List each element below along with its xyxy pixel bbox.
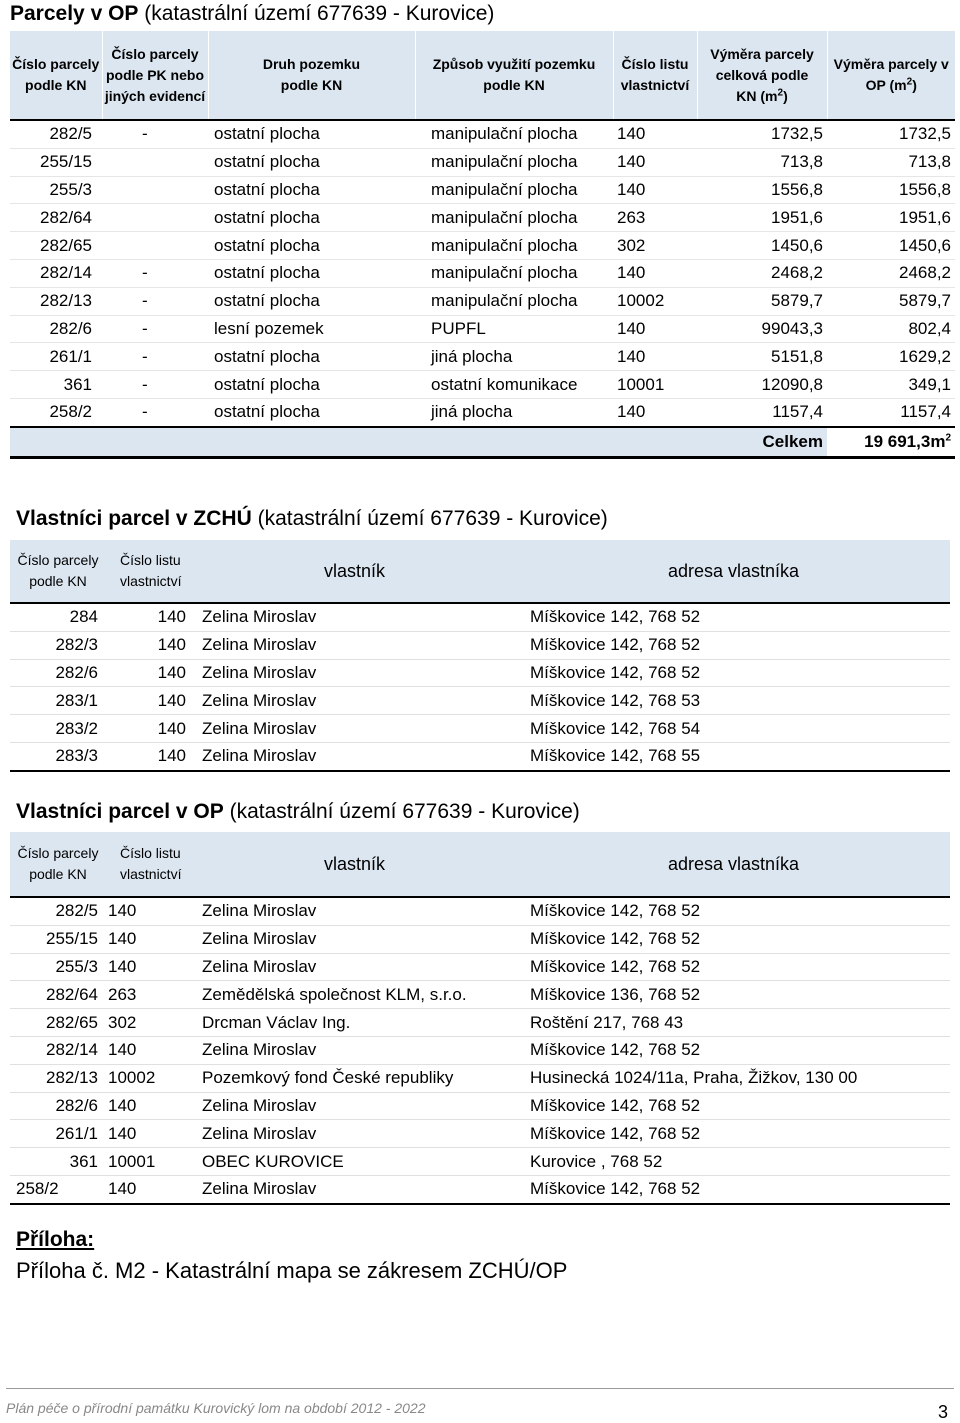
cell-druh: ostatní plocha bbox=[208, 343, 415, 371]
header-vymera-op-sup: 2 bbox=[906, 76, 913, 88]
footer-text: Plán péče o přírodní památku Kurovický lom na období 2012 - 2022 bbox=[6, 1400, 426, 1416]
appendix-text: Příloha č. M2 - Katastrální mapa se zákresem ZCHÚ/OP bbox=[16, 1258, 568, 1283]
cell-owner: Zelina Miroslav bbox=[194, 1092, 530, 1120]
cell-parcel: 283/1 bbox=[10, 687, 106, 715]
cell-address: Míškovice 142, 768 53 bbox=[530, 687, 950, 715]
cell-lv: 140 bbox=[106, 1175, 194, 1203]
cell-vyuziti: jiná plocha bbox=[415, 343, 613, 371]
cell-lv: 140 bbox=[613, 148, 697, 176]
cell-parcel: 282/65 bbox=[10, 232, 102, 260]
cell-vymera-celkova: 12090,8 bbox=[697, 371, 827, 399]
header-vymera-celkova-text: Výměra parcely celková podle KN (m bbox=[710, 45, 814, 104]
table-header-row bbox=[10, 31, 955, 120]
cell-parcel: 282/14 bbox=[10, 259, 102, 287]
cell-address: Kurovice , 768 52 bbox=[530, 1148, 950, 1176]
parcels-op-table bbox=[10, 31, 955, 459]
cell-parcel: 282/65 bbox=[10, 1009, 106, 1037]
table-header-row bbox=[10, 832, 950, 897]
header-parcel-kn: Číslo parcely podle KN bbox=[10, 540, 106, 603]
cell-pk: - bbox=[102, 259, 208, 287]
owners-zchu-table bbox=[10, 540, 950, 772]
cell-lv: 140 bbox=[106, 742, 194, 770]
table-row bbox=[10, 1175, 950, 1203]
cell-parcel: 282/64 bbox=[10, 981, 106, 1009]
total-value-sup: 2 bbox=[945, 432, 951, 444]
cell-address: Míškovice 142, 768 55 bbox=[530, 742, 950, 770]
table-row bbox=[10, 603, 950, 631]
cell-lv: 10001 bbox=[613, 371, 697, 399]
section2-title bbox=[16, 507, 608, 531]
table-row bbox=[10, 1092, 950, 1120]
header-vymera-celkova-close: ) bbox=[783, 87, 788, 104]
cell-address: Míškovice 142, 768 54 bbox=[530, 715, 950, 743]
cell-parcel: 258/2 bbox=[10, 1175, 106, 1203]
cell-address: Míškovice 142, 768 52 bbox=[530, 1036, 950, 1064]
cell-parcel: 282/5 bbox=[10, 897, 106, 925]
cell-lv: 140 bbox=[106, 1120, 194, 1148]
cell-pk bbox=[102, 204, 208, 232]
cell-parcel: 282/14 bbox=[10, 1036, 106, 1064]
cell-vymera-op: 713,8 bbox=[827, 148, 955, 176]
header-vlastnik: vlastník bbox=[194, 540, 530, 603]
table-row bbox=[10, 315, 955, 343]
section3-title bbox=[16, 800, 580, 824]
cell-druh: ostatní plocha bbox=[208, 371, 415, 399]
header-vymera-celkova bbox=[697, 31, 827, 120]
cell-vyuziti: manipulační plocha bbox=[415, 232, 613, 260]
table-row bbox=[10, 148, 955, 176]
cell-owner: Zelina Miroslav bbox=[194, 715, 530, 743]
table-row bbox=[10, 659, 950, 687]
cell-lv: 140 bbox=[613, 259, 697, 287]
table-row bbox=[10, 371, 955, 399]
cell-druh: ostatní plocha bbox=[208, 232, 415, 260]
cell-vyuziti: manipulační plocha bbox=[415, 204, 613, 232]
cell-parcel: 255/15 bbox=[10, 148, 102, 176]
header-adresa: adresa vlastníka bbox=[530, 540, 950, 603]
cell-pk: - bbox=[102, 315, 208, 343]
cell-vymera-celkova: 1732,5 bbox=[697, 120, 827, 148]
total-value-text: 19 691,3m bbox=[864, 431, 946, 451]
cell-owner: Zelina Miroslav bbox=[194, 659, 530, 687]
cell-pk bbox=[102, 148, 208, 176]
table-row bbox=[10, 631, 950, 659]
table-row bbox=[10, 1009, 950, 1037]
cell-parcel: 258/2 bbox=[10, 398, 102, 426]
cell-parcel: 261/1 bbox=[10, 1120, 106, 1148]
cell-address: Míškovice 142, 768 52 bbox=[530, 631, 950, 659]
cell-address: Míškovice 142, 768 52 bbox=[530, 1175, 950, 1203]
cell-lv: 302 bbox=[106, 1009, 194, 1037]
table-row bbox=[10, 1148, 950, 1176]
cell-owner: Zelina Miroslav bbox=[194, 1175, 530, 1203]
cell-vymera-celkova: 5151,8 bbox=[697, 343, 827, 371]
header-vlastnik: vlastník bbox=[194, 832, 530, 897]
cell-vymera-celkova: 5879,7 bbox=[697, 287, 827, 315]
cell-vymera-op: 1556,8 bbox=[827, 176, 955, 204]
cell-lv: 140 bbox=[613, 120, 697, 148]
cell-parcel: 282/13 bbox=[10, 1064, 106, 1092]
cell-vymera-celkova: 99043,3 bbox=[697, 315, 827, 343]
cell-lv: 140 bbox=[106, 715, 194, 743]
cell-parcel: 255/15 bbox=[10, 925, 106, 953]
section1-title-bold: Parcely v OP bbox=[10, 2, 139, 25]
header-adresa: adresa vlastníka bbox=[530, 832, 950, 897]
cell-parcel: 255/3 bbox=[10, 176, 102, 204]
cell-lv: 263 bbox=[106, 981, 194, 1009]
cell-lv: 140 bbox=[106, 631, 194, 659]
cell-parcel: 283/2 bbox=[10, 715, 106, 743]
cell-owner: Zemědělská společnost KLM, s.r.o. bbox=[194, 981, 530, 1009]
cell-owner: Zelina Miroslav bbox=[194, 953, 530, 981]
cell-vymera-op: 5879,7 bbox=[827, 287, 955, 315]
header-vymera-celkova-sup: 2 bbox=[777, 86, 784, 98]
section1-title bbox=[10, 2, 494, 26]
cell-parcel: 361 bbox=[10, 371, 102, 399]
cell-parcel: 284 bbox=[10, 603, 106, 631]
cell-address: Míškovice 136, 768 52 bbox=[530, 981, 950, 1009]
cell-address: Husinecká 1024/11a, Praha, Žižkov, 130 00 bbox=[530, 1064, 950, 1092]
cell-lv: 140 bbox=[106, 659, 194, 687]
cell-vymera-op: 1951,6 bbox=[827, 204, 955, 232]
cell-owner: Zelina Miroslav bbox=[194, 603, 530, 631]
cell-owner: OBEC KUROVICE bbox=[194, 1148, 530, 1176]
footer-divider bbox=[6, 1388, 954, 1389]
cell-parcel: 282/3 bbox=[10, 631, 106, 659]
owners-op-table bbox=[10, 832, 950, 1205]
cell-owner: Zelina Miroslav bbox=[194, 1036, 530, 1064]
section3-title-bold: Vlastníci parcel v OP bbox=[16, 800, 224, 823]
cell-druh: ostatní plocha bbox=[208, 287, 415, 315]
cell-address: Míškovice 142, 768 52 bbox=[530, 659, 950, 687]
cell-druh: lesní pozemek bbox=[208, 315, 415, 343]
cell-lv: 10002 bbox=[106, 1064, 194, 1092]
table-row bbox=[10, 232, 955, 260]
cell-lv: 140 bbox=[613, 398, 697, 426]
table-row bbox=[10, 204, 955, 232]
cell-owner: Zelina Miroslav bbox=[194, 897, 530, 925]
cell-pk: - bbox=[102, 287, 208, 315]
page-number: 3 bbox=[937, 1402, 948, 1422]
cell-parcel: 282/6 bbox=[10, 1092, 106, 1120]
cell-vymera-op: 1450,6 bbox=[827, 232, 955, 260]
header-cislo-lv: Číslo listu vlastnictví bbox=[106, 540, 194, 603]
cell-vyuziti: jiná plocha bbox=[415, 398, 613, 426]
cell-owner: Zelina Miroslav bbox=[194, 1120, 530, 1148]
table-row bbox=[10, 1120, 950, 1148]
section2-title-rest: (katastrální území 677639 - Kurovice) bbox=[251, 507, 608, 530]
table-row bbox=[10, 287, 955, 315]
cell-parcel: 361 bbox=[10, 1148, 106, 1176]
header-zpusob-vyuziti: Způsob využití pozemku podle KN bbox=[415, 31, 613, 120]
cell-parcel: 282/6 bbox=[10, 659, 106, 687]
table-row bbox=[10, 176, 955, 204]
cell-vyuziti: manipulační plocha bbox=[415, 148, 613, 176]
cell-owner: Zelina Miroslav bbox=[194, 631, 530, 659]
table-row bbox=[10, 259, 955, 287]
header-vymera-op-text: Výměra parcely v OP (m bbox=[833, 56, 949, 93]
cell-vymera-celkova: 1951,6 bbox=[697, 204, 827, 232]
table-row bbox=[10, 981, 950, 1009]
cell-vyuziti: ostatní komunikace bbox=[415, 371, 613, 399]
total-row bbox=[10, 427, 955, 458]
cell-vymera-celkova: 1556,8 bbox=[697, 176, 827, 204]
cell-pk: - bbox=[102, 398, 208, 426]
header-parcel-kn: Číslo parcely podle KN bbox=[10, 832, 106, 897]
cell-vymera-celkova: 1157,4 bbox=[697, 398, 827, 426]
cell-address: Míškovice 142, 768 52 bbox=[530, 953, 950, 981]
cell-lv: 140 bbox=[106, 1092, 194, 1120]
cell-druh: ostatní plocha bbox=[208, 176, 415, 204]
cell-lv: 10002 bbox=[613, 287, 697, 315]
table-row bbox=[10, 687, 950, 715]
cell-vymera-op: 1732,5 bbox=[827, 120, 955, 148]
cell-parcel: 283/3 bbox=[10, 742, 106, 770]
cell-lv: 140 bbox=[106, 603, 194, 631]
cell-vymera-celkova: 713,8 bbox=[697, 148, 827, 176]
cell-parcel: 282/64 bbox=[10, 204, 102, 232]
header-parcel-pk: Číslo parcely podle PK nebo jiných evidencí bbox=[102, 31, 208, 120]
cell-pk: - bbox=[102, 371, 208, 399]
cell-address: Míškovice 142, 768 52 bbox=[530, 1092, 950, 1120]
table-row bbox=[10, 953, 950, 981]
header-parcel-kn: Číslo parcely podle KN bbox=[10, 31, 102, 120]
cell-owner: Drcman Václav Ing. bbox=[194, 1009, 530, 1037]
cell-vymera-op: 1157,4 bbox=[827, 398, 955, 426]
section2-title-bold: Vlastníci parcel v ZCHÚ bbox=[16, 507, 252, 530]
table-row bbox=[10, 715, 950, 743]
cell-owner: Zelina Miroslav bbox=[194, 925, 530, 953]
table-header-row bbox=[10, 540, 950, 603]
cell-address: Míškovice 142, 768 52 bbox=[530, 897, 950, 925]
cell-vymera-op: 2468,2 bbox=[827, 259, 955, 287]
total-label: Celkem bbox=[10, 427, 827, 458]
table-row bbox=[10, 398, 955, 426]
cell-owner: Zelina Miroslav bbox=[194, 687, 530, 715]
cell-lv: 302 bbox=[613, 232, 697, 260]
table-row bbox=[10, 742, 950, 770]
table-row bbox=[10, 120, 955, 148]
cell-parcel: 282/5 bbox=[10, 120, 102, 148]
cell-vyuziti: manipulační plocha bbox=[415, 259, 613, 287]
appendix-heading: Příloha: bbox=[16, 1228, 95, 1251]
table-row bbox=[10, 925, 950, 953]
table-row bbox=[10, 1036, 950, 1064]
cell-lv: 10001 bbox=[106, 1148, 194, 1176]
cell-druh: ostatní plocha bbox=[208, 148, 415, 176]
table-row bbox=[10, 1064, 950, 1092]
header-druh-pozemku: Druh pozemku podle KN bbox=[208, 31, 415, 120]
section1-title-rest: (katastrální území 677639 - Kurovice) bbox=[138, 2, 495, 25]
cell-lv: 263 bbox=[613, 204, 697, 232]
cell-pk: - bbox=[102, 120, 208, 148]
cell-owner: Zelina Miroslav bbox=[194, 742, 530, 770]
cell-parcel: 261/1 bbox=[10, 343, 102, 371]
cell-druh: ostatní plocha bbox=[208, 120, 415, 148]
cell-druh: ostatní plocha bbox=[208, 204, 415, 232]
cell-lv: 140 bbox=[613, 315, 697, 343]
header-vymera-op-close: ) bbox=[912, 77, 917, 93]
cell-address: Míškovice 142, 768 52 bbox=[530, 925, 950, 953]
cell-parcel: 282/6 bbox=[10, 315, 102, 343]
table-row bbox=[10, 897, 950, 925]
header-vymera-op bbox=[827, 31, 955, 120]
cell-lv: 140 bbox=[613, 176, 697, 204]
total-value bbox=[827, 427, 955, 458]
cell-vymera-celkova: 2468,2 bbox=[697, 259, 827, 287]
cell-address: Roštění 217, 768 43 bbox=[530, 1009, 950, 1037]
cell-vyuziti: manipulační plocha bbox=[415, 176, 613, 204]
cell-druh: ostatní plocha bbox=[208, 398, 415, 426]
cell-vyuziti: PUPFL bbox=[415, 315, 613, 343]
cell-vymera-op: 349,1 bbox=[827, 371, 955, 399]
cell-pk bbox=[102, 232, 208, 260]
cell-vyuziti: manipulační plocha bbox=[415, 287, 613, 315]
cell-lv: 140 bbox=[106, 953, 194, 981]
section3-title-rest: (katastrální území 677639 - Kurovice) bbox=[223, 800, 580, 823]
cell-pk bbox=[102, 176, 208, 204]
cell-lv: 140 bbox=[106, 897, 194, 925]
table-row bbox=[10, 343, 955, 371]
cell-vymera-celkova: 1450,6 bbox=[697, 232, 827, 260]
header-cislo-lv: Číslo listu vlastnictví bbox=[613, 31, 697, 120]
cell-owner: Pozemkový fond České republiky bbox=[194, 1064, 530, 1092]
cell-druh: ostatní plocha bbox=[208, 259, 415, 287]
cell-pk: - bbox=[102, 343, 208, 371]
cell-vymera-op: 1629,2 bbox=[827, 343, 955, 371]
cell-address: Míškovice 142, 768 52 bbox=[530, 603, 950, 631]
cell-vyuziti: manipulační plocha bbox=[415, 120, 613, 148]
cell-vymera-op: 802,4 bbox=[827, 315, 955, 343]
cell-address: Míškovice 142, 768 52 bbox=[530, 1120, 950, 1148]
cell-parcel: 282/13 bbox=[10, 287, 102, 315]
cell-lv: 140 bbox=[613, 343, 697, 371]
header-cislo-lv: Číslo listu vlastnictví bbox=[106, 832, 194, 897]
cell-lv: 140 bbox=[106, 1036, 194, 1064]
cell-lv: 140 bbox=[106, 687, 194, 715]
cell-parcel: 255/3 bbox=[10, 953, 106, 981]
cell-lv: 140 bbox=[106, 925, 194, 953]
